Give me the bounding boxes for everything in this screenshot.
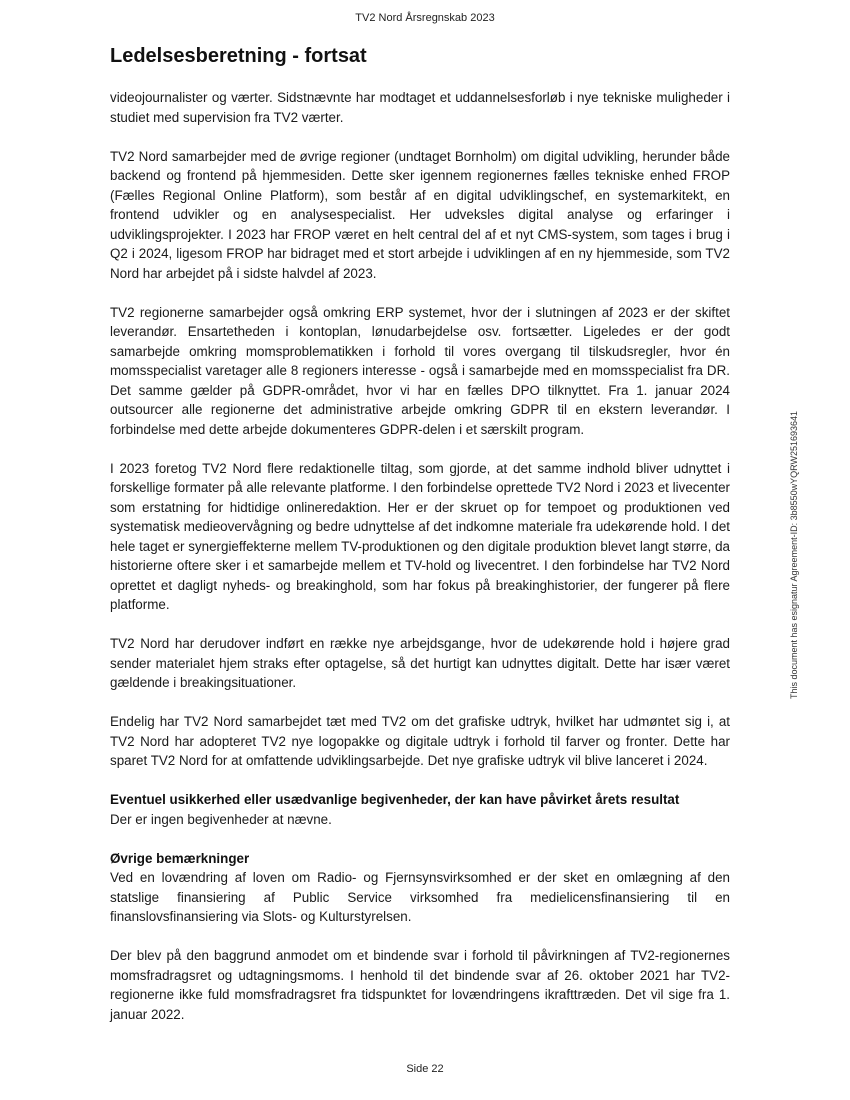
paragraph-erp-collaboration: TV2 regionerne samarbejder også omkring ERP systemet, hvor der i slutningen af 2023 er der skiftet leverandør. Ensartetheden i kontoplan, lønudarbejdelse osv. fortsætter. Ligeledes er der godt samarbejde omkring momsproblematikken i forhold til vores overgang til tilskudsregler, hvor én momsspecialist varetager alle 8 regioners interesse - også i samarbejde med en momsspecialist fra DR. Det samme gælder på GDPR-området, hvor vi har en fælles DPO tilknyttet. Fra 1. januar 2024 outsourcer alle regionerne det administrative arbejde omkring GDPR til en ekstern leverandør. I forbindelse med dette arbejde dokumenteres GDPR-delen i et særskilt program. [110, 304, 730, 437]
section-heading-other-remarks: Øvrige bemærkninger [110, 850, 250, 866]
document-body [110, 88, 730, 1044]
page-title: Ledelsesberetning - fortsat [110, 45, 367, 67]
paragraph-editorial-initiatives: I 2023 foretog TV2 Nord flere redaktionelle tiltag, som gjorde, at det samme indhold bliver udnyttet i forskellige formater på alle relevante platforme. I den forbindelse oprettede TV2 Nord i 2023 et livecenter som erstatning for hidtidige onlineredaktion. Her er der skruet op for tempoet og produktionen ved systematisk medieovervågning og bedre udnyttelse af det indkomne materiale fra udekørende hold. I det hele taget er synergieffekterne mellem TV-produktionen og den digitale produktion blevet langt større, da historierne oftere sker i et samarbejde mellem et TV-hold og livecentret. I den forbindelse har TV2 Nord oprettet et dagligt nyheds- og breakinghold, som har fokus på breakinghistorier, der fungerer på flere platforme. [110, 460, 730, 612]
paragraph-law-change: Ved en lovændring af loven om Radio- og Fjernsynsvirksomhed er der sket en omlægning af den statslige finansiering af Public Service virksomhed fra medielicensfinansiering til en finanslovsfinansiering via Slots- og Kulturstyrelsen. [110, 870, 730, 924]
paragraph-new-workflows: TV2 Nord har derudover indført en række nye arbejdsgange, hvor de udekørende hold i højere grad sender materialet hjem straks efter optagelse, så det hurtigt kan udnyttes digitalt. Dette har især været gældende i breakingsituationer. [110, 636, 730, 690]
paragraph-no-events: Der er ingen begivenheder at nævne. [110, 811, 332, 827]
paragraph-binding-answer: Der blev på den baggrund anmodet om et bindende svar i forhold til påvirkningen af TV2-regionernes momsfradragsret og udtagningsmoms. I henhold til det bindende svar af 26. oktober 2021 har TV2-regionerne ikke fuld momsfradragsret fra tidspunktet for lovændringens ikrafttræden. Det vil sige fra 1. januar 2022. [110, 948, 730, 1022]
esignature-side-note: This document has esignatur Agreement-ID: 3b8550wYQRW251693641 [789, 411, 799, 700]
page-number: Side 22 [406, 1063, 444, 1075]
paragraph-graphic-identity: Endelig har TV2 Nord samarbejdet tæt med TV2 om det grafiske udtryk, hvilket har udmøntet sig i, at TV2 Nord har adopteret TV2 nye logopakke og digitale udtryk i forhold til farver og fronter. Dette har sparet TV2 Nord for at omfattende udviklingsarbejde. Det nye grafiske udtryk vil blive lanceret i 2024. [110, 714, 730, 768]
paragraph-intro-continuation: videojournalister og værter. Sidstnævnte har modtaget et uddannelsesforløb i nye tekniske muligheder i studiet med supervision fra TV2 værter. [110, 90, 730, 125]
section-heading-uncertainty: Eventuel usikkerhed eller usædvanlige begivenheder, der kan have påvirket årets resultat [110, 792, 680, 807]
paragraph-digital-collaboration: TV2 Nord samarbejder med de øvrige regioner (undtaget Bornholm) om digital udvikling, herunder både backend og frontend på hjemmesiden. Dette sker igennem regionernes fælles tekniske enhed FROP (Fælles Regional Online Platform), som består af en digital udviklingschef, en systemarkitekt, en frontend udvikler og en analysespecialist. Her udveksles digital analyse og erfaringer i udviklingsprojekter. I 2023 har FROP været en helt central del af et nyt CMS-system, som tages i brug i Q2 i 2024, ligesom FROP har bidraget med et stort arbejde i udviklingen af en ny hjemmeside, som TV2 Nord har arbejdet på i sidste halvdel af 2023. [110, 148, 730, 281]
running-header: TV2 Nord Årsregnskab 2023 [355, 12, 495, 24]
